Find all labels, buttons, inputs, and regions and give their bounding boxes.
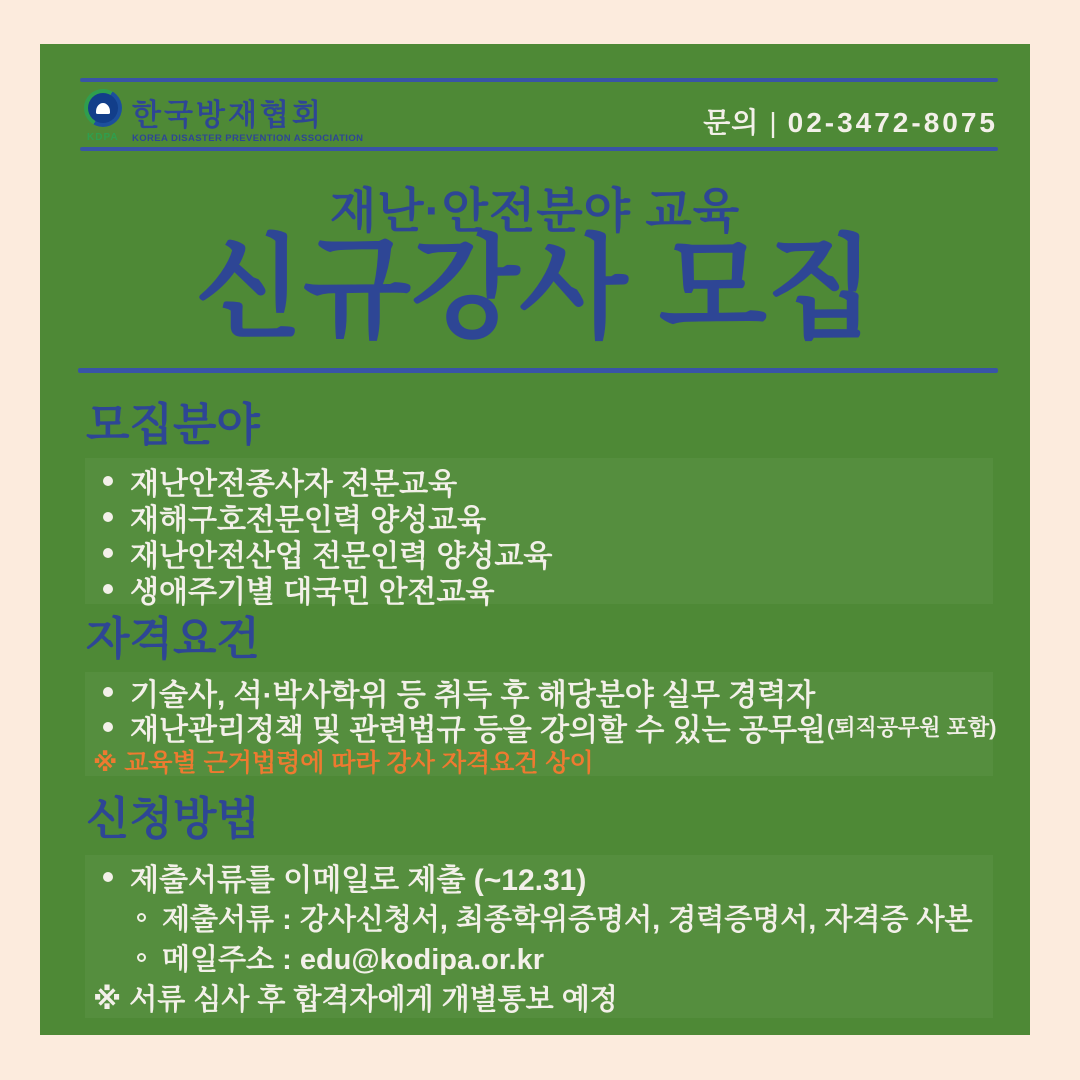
section-heading-how-to-apply: 신청방법 — [86, 793, 260, 844]
top-rule — [80, 78, 998, 82]
kdpa-logo-icon — [84, 89, 122, 127]
list-item — [85, 535, 993, 571]
list-item-text: 재해구호전문인력 양성교육 — [130, 504, 487, 537]
bullet-icon — [103, 584, 113, 594]
sub-list-item — [137, 937, 993, 977]
contact-separator: | — [769, 107, 778, 138]
section-heading-qualifications: 자격요건 — [86, 613, 260, 664]
how-to-apply-panel — [85, 855, 993, 1018]
header-rule — [80, 147, 998, 151]
recruit-fields-panel — [85, 458, 993, 609]
list-item — [85, 463, 993, 499]
logo-acronym: KDPA — [87, 132, 119, 143]
dome-icon — [96, 103, 110, 114]
logo-name: 한국방재협회 — [132, 99, 324, 132]
bullet-icon — [103, 722, 113, 732]
list-item-text: 제출서류를 이메일로 제출 (~12.31) — [130, 864, 587, 897]
bullet-icon — [103, 512, 113, 522]
email-address: 메일주소 : edu@kodipa.or.kr — [162, 943, 545, 976]
list-item — [85, 571, 993, 607]
apply-note: ※ 서류 심사 후 합격자에게 개별통보 예정 — [93, 984, 618, 1016]
kdpa-logo — [84, 89, 544, 147]
list-item-text: 재난안전산업 전문인력 양성교육 — [130, 540, 553, 573]
list-item-text: 생애주기별 대국민 안전교육 — [130, 576, 495, 609]
list-item — [85, 857, 993, 897]
list-item-text: 재난안전종사자 전문교육 — [130, 468, 458, 501]
list-item-suffix: (퇴직공무원 포함) — [826, 715, 997, 740]
title-divider-rule — [78, 368, 998, 373]
qualification-note: ※ 교육별 근거법령에 따라 강사 자격요건 상이 — [93, 749, 594, 777]
sub-list-item-text: 제출서류 : 강사신청서, 최종학위증명서, 경력증명서, 자격증 사본 — [162, 903, 973, 936]
hollow-bullet-icon — [137, 913, 146, 922]
contact-label: 문의 — [703, 107, 760, 138]
poster-card — [40, 44, 1030, 1035]
section-heading-recruit-fields: 모집분야 — [86, 399, 260, 450]
bullet-icon — [103, 687, 113, 697]
bullet-icon — [103, 548, 113, 558]
list-item-text: 재난관리정책 및 관련법규 등을 강의할 수 있는 공무원 — [130, 713, 826, 747]
hero-eyebrow: 재난·안전분야 교육 — [329, 185, 741, 238]
contact-phone-number: 02-3472-8075 — [787, 107, 998, 138]
page-title: 신규강사 모집 — [194, 226, 876, 351]
contact-info — [703, 101, 998, 141]
bullet-icon — [103, 872, 113, 882]
list-item-text: 기술사, 석·박사학위 등 취득 후 해당분야 실무 경력자 — [130, 678, 816, 712]
list-item — [85, 499, 993, 535]
logo-caption: KOREA DISASTER PREVENTION ASSOCIATION — [132, 133, 364, 144]
list-item — [85, 709, 997, 747]
qualifications-panel — [85, 672, 997, 777]
hollow-bullet-icon — [137, 953, 146, 962]
bullet-icon — [103, 476, 113, 486]
sub-list-item — [137, 897, 993, 937]
